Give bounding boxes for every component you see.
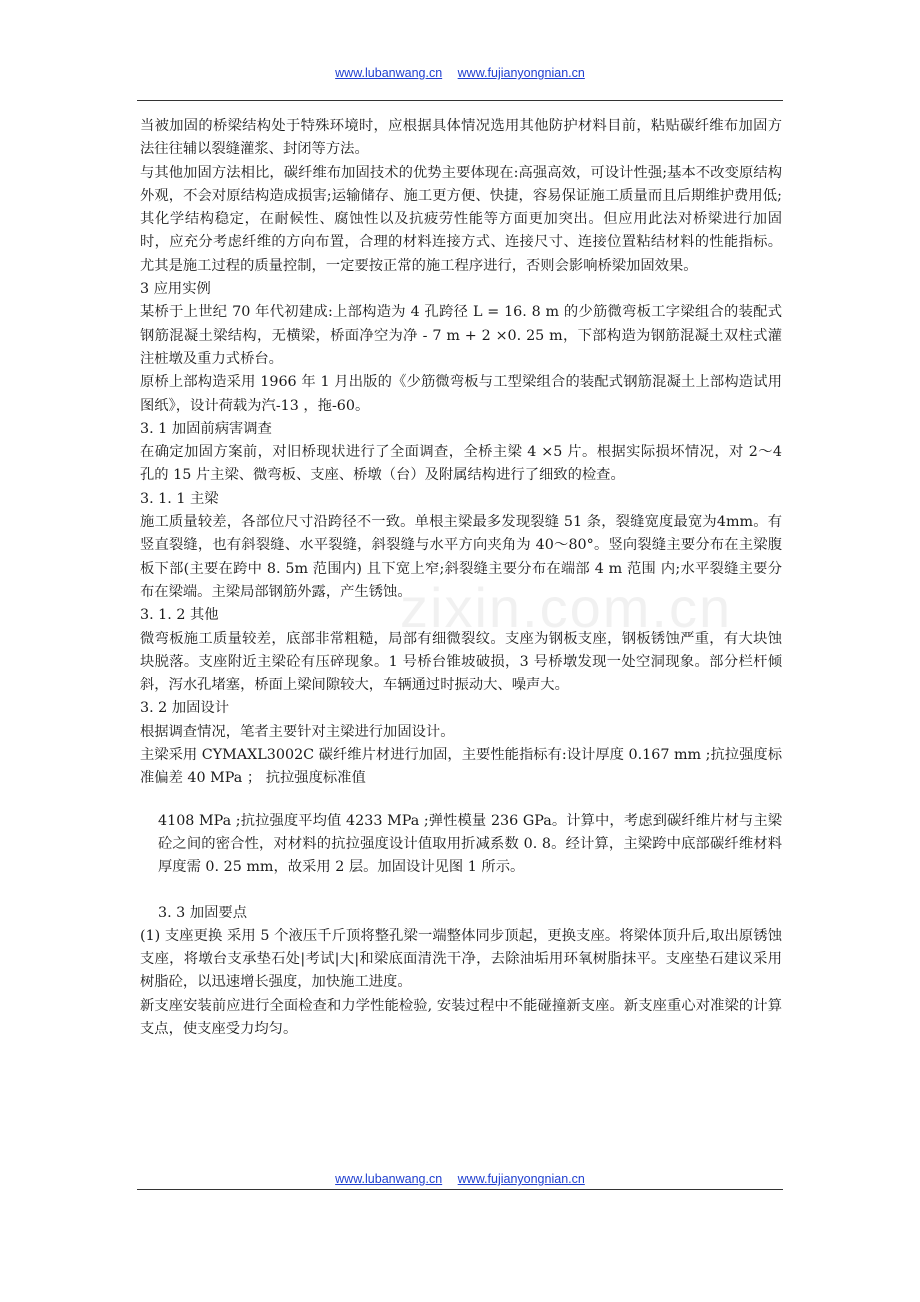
section-heading: 3. 1 加固前病害调查 xyxy=(140,420,272,437)
paragraph: 新支座安装前应进行全面检查和力学性能检验, 安装过程中不能碰撞新支座。新支座重心对准梁的计算支点，使支座受力均匀。 xyxy=(140,997,782,1037)
paragraph: 某桥于上世纪 70 年代初建成:上部构造为 4 孔跨径 L = 16. 8 m 的少筋微弯板工字梁组合的装配式钢筋混凝土梁结构，无横梁，桥面净空为净 - 7 m + 2 ×0. 25 m，下部构造为钢筋混凝土双柱式灌注桩墩及重力式桥台。 xyxy=(140,304,782,367)
paragraph: 微弯板施工质量较差，底部非常粗糙，局部有细微裂纹。支座为钢板支座，钢板锈蚀严重，有大块蚀块脱落。支座附近主梁砼有压碎现象。1 号桥台锥坡破损，3 号桥墩发现一处空洞现象。部分栏杆倾斜，泻水孔堵塞，桥面上梁间隙较大，车辆通过时振动大、噪声大。 xyxy=(140,630,782,694)
paragraph: (1) 支座更换 采用 5 个液压千斤顶将整孔梁一端整体同步顶起，更换支座。将梁体顶升后,取出原锈蚀支座，将墩台支承垫石处|考试|大|和梁底面清洗干净，去除油垢用环氧树脂抹平。支座垫石建议采用树脂砼，以迅速增长强度，加快施工进度。 xyxy=(140,927,782,991)
paragraph: 根据调查情况，笔者主要针对主梁进行加固设计。 xyxy=(140,723,455,740)
header-link-lubanwang[interactable]: www.lubanwang.cn xyxy=(335,66,443,80)
footer-links xyxy=(0,1172,920,1186)
paragraph: 在确定加固方案前，对旧桥现状进行了全面调查，全桥主梁 4 ×5 片。根据实际损坏情况，对 2～4 孔的 15 片主梁、微弯板、支座、桥墩（台）及附属结构进行了细致的检查。 xyxy=(140,444,782,484)
footer-link-fujianyongnian[interactable]: www.fujianyongnian.cn xyxy=(457,1172,585,1186)
paragraph: 与其他加固方法相比，碳纤维布加固技术的优势主要体现在:高强高效，可设计性强;基本不改变原结构外观，不会对原结构造成损害;运输储存、施工更方便、快捷，容易保证施工质量而且后期维护费用低;其化学结构稳定，在耐候性、腐蚀性以及抗疲劳性能等方面更加突出。但应用此法对桥梁进行加固时，应充分考虑纤维的方向布置，合理的材料连接方式、连接尺寸、连接位置粘结材料的性能指标。尤其是施工过程的质量控制，一定要按正常的施工程序进行，否则会影响桥梁加固效果。 xyxy=(140,164,782,274)
section-heading: 3. 3 加固要点 xyxy=(158,904,248,921)
paragraph: 原桥上部构造采用 1966 年 1 月出版的《少筋微弯板与工型梁组合的装配式钢筋混凝土上部构造试用图纸》，设计荷载为汽-13 ，拖-60。 xyxy=(140,374,782,414)
section-heading: 3. 1. 1 主梁 xyxy=(140,490,219,507)
footer-link-lubanwang[interactable]: www.lubanwang.cn xyxy=(335,1172,443,1186)
paragraph: 施工质量较差，各部位尺寸沿跨径不一致。单根主梁最多发现裂缝 51 条，裂缝宽度最宽为4mm。有竖直裂缝，也有斜裂缝、水平裂缝，斜裂缝与水平方向夹角为 40～80°。竖向裂缝主要分布在主梁腹板下部(主要在跨中 8. 5m 范围内) 且下宽上窄;斜裂缝主要分布在端部 4 m 范围 内;水平裂缝主要分布在梁端。主梁局部钢筋外露，产生锈蚀。 xyxy=(140,514,782,600)
footer-divider xyxy=(137,1189,783,1190)
paragraph: 主梁采用 CYMAXL3002C 碳纤维片材进行加固，主要性能指标有:设计厚度 0.167 mm ;抗拉强度标准偏差 40 MPa ； 抗拉强度标准值 xyxy=(140,747,782,787)
paragraph: 4108 MPa ;抗拉强度平均值 4233 MPa ;弹性模量 236 GPa。计算中，考虑到碳纤维片材与主梁砼之间的密合性，对材料的抗拉强度设计值取用折减系数 0. 8。经计算，主梁跨中底部碳纤维材料厚度需 0. 25 mm，故采用 2 层。加固设计见图 1 所示。 xyxy=(158,812,782,876)
watermark: zixin.com.cn xyxy=(400,576,733,639)
section-heading: 3. 2 加固设计 xyxy=(140,700,230,717)
header-link-fujianyongnian[interactable]: www.fujianyongnian.cn xyxy=(457,66,585,80)
header-divider xyxy=(137,100,783,101)
paragraph: 当被加固的桥梁结构处于特殊环境时，应根据具体情况选用其他防护材料目前，粘贴碳纤维布加固方法往往辅以裂缝灌浆、封闭等方法。 xyxy=(140,118,782,158)
document-body xyxy=(140,115,782,1041)
header-links xyxy=(0,66,920,80)
section-heading: 3. 1. 2 其他 xyxy=(140,607,219,624)
section-heading: 3 应用实例 xyxy=(140,281,211,298)
